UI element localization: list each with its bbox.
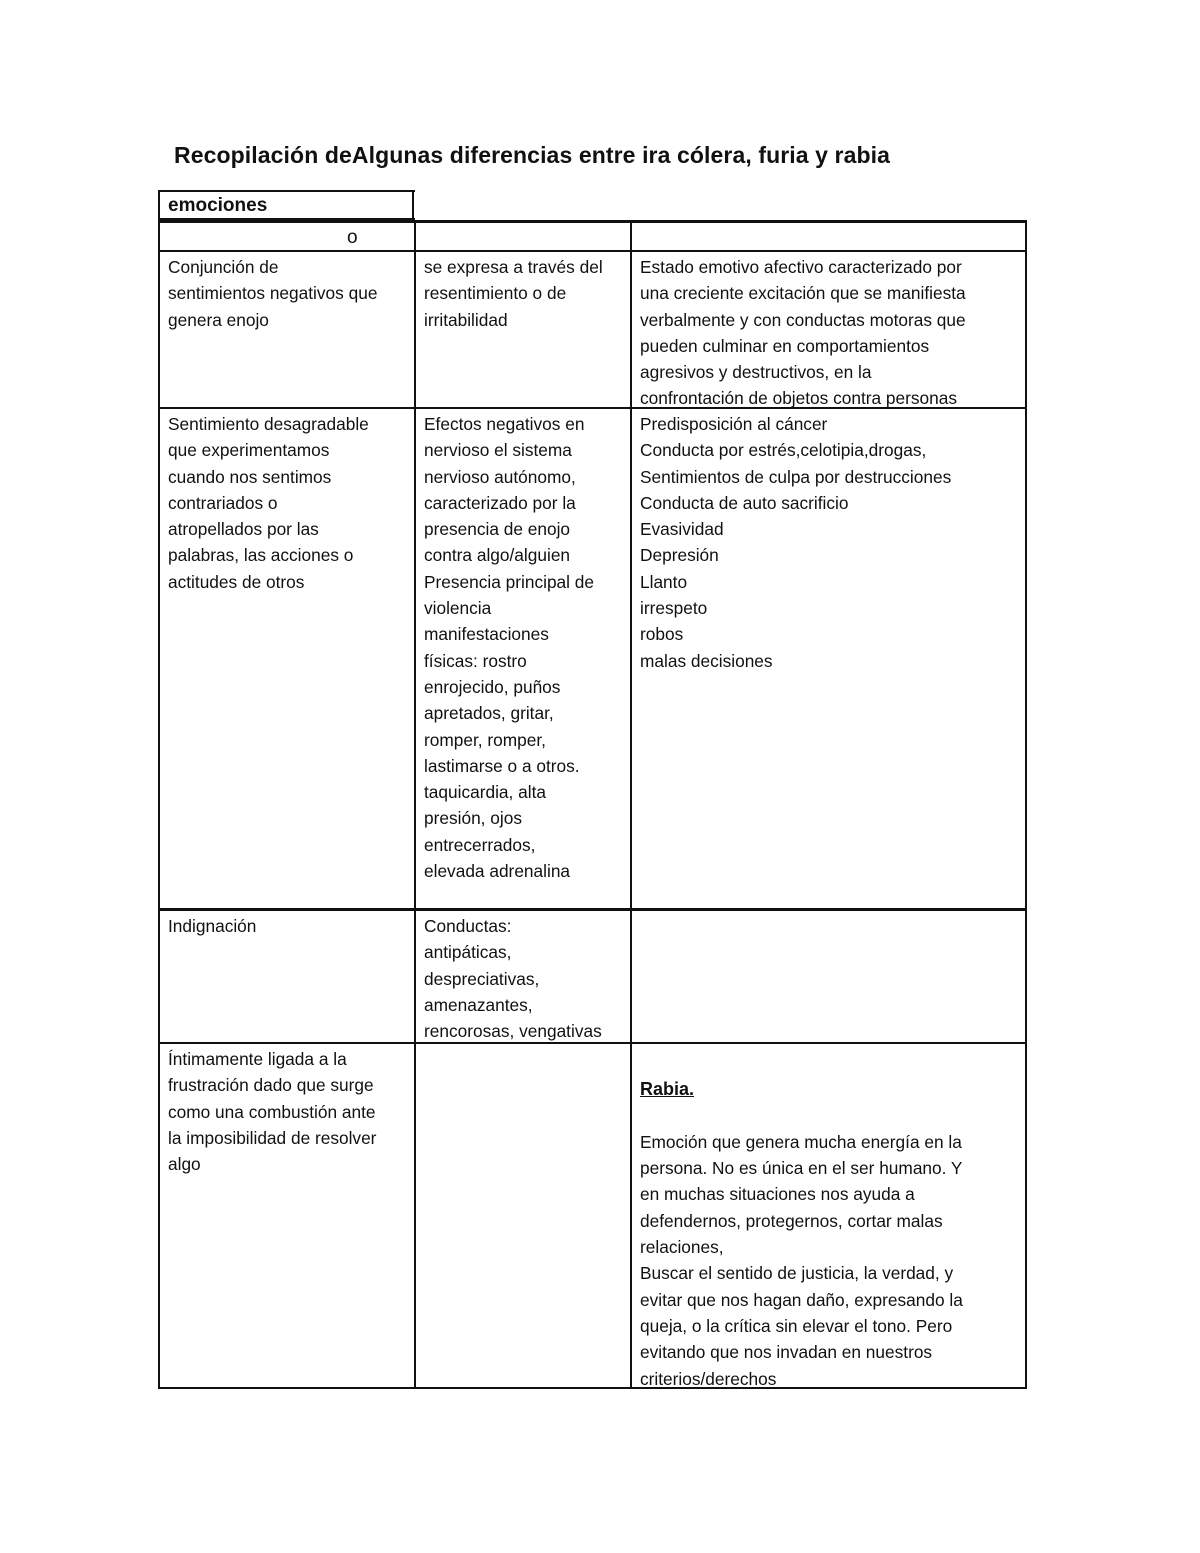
row4-ira-cell: Íntimamente ligada a la frustración dado que surge como una combustión ante la imposibilidad de resolver algo bbox=[168, 1049, 377, 1175]
table-header-row bbox=[158, 220, 1027, 252]
rabia-heading: Rabia. bbox=[640, 1079, 695, 1100]
table-row bbox=[158, 409, 1027, 911]
header-ira-extra: o bbox=[347, 227, 358, 248]
table-row bbox=[158, 252, 1027, 409]
rabia-text: Emoción que genera mucha energía en la persona. No es única en el ser humano. Y en muchas situaciones nos ayuda a defendernos, protegernos, cortar malas relaciones, Buscar el sentido de justicia, la verdad, y evitar que nos hagan daño, expresando la queja, o la crítica sin elevar el tono. Pero evitando que nos invadan en nuestros criterios/derechos bbox=[640, 1131, 963, 1387]
row2-furia-cell: Efectos negativos en nervioso el sistema nervioso autónomo, caracterizado por la presencia de enojo contra algo/alguien Presencia principal de violencia manifestaciones físicas: rostro enrojecido, puños apretados, gritar, romper, romper, lastimarse o a otros. taquicardia, alta presión, ojos entrecerrados, elevada adrenalina bbox=[414, 409, 630, 908]
row4-colera-cell bbox=[630, 1044, 1025, 1387]
header-ira bbox=[160, 223, 414, 250]
table-row bbox=[158, 1044, 1027, 1389]
page-title: Recopilación deAlgunas diferencias entre ira cólera, furia y rabia bbox=[174, 142, 891, 168]
table-row bbox=[158, 911, 1027, 1044]
header-colera bbox=[630, 223, 1025, 250]
emotions-table bbox=[158, 190, 1027, 1389]
group-header-label: emociones bbox=[168, 195, 268, 216]
row1-ira-cell: Conjunción de sentimientos negativos que genera enojo bbox=[168, 257, 378, 330]
row1-colera-cell: Estado emotivo afectivo caracterizado por una creciente excitación que se manifiesta verbalmente y con conductas motoras que pueden culminar en comportamientos agresivos y destructivos, en la confrontación de objetos contra personas bbox=[630, 252, 1025, 407]
row2-ira-cell: Sentimiento desagradable que experimentamos cuando nos sentimos contrariados o atropellados por las palabras, las acciones o actitudes de otros bbox=[168, 414, 369, 592]
row3-furia-cell: Conductas: antipáticas, despreciativas, amenazantes, rencorosas, vengativas bbox=[414, 911, 630, 1042]
row1-furia-cell: se expresa a través del resentimiento o de irritabilidad bbox=[414, 252, 630, 407]
header-furia bbox=[414, 223, 630, 250]
row2-colera-cell: Predisposición al cáncer Conducta por estrés,celotipia,drogas, Sentimientos de culpa por destrucciones Conducta de auto sacrificio Evasividad Depresión Llanto irrespeto robos malas decisiones bbox=[630, 409, 1025, 908]
row3-colera-cell bbox=[630, 911, 1025, 1042]
row3-ira-cell: Indignación bbox=[168, 916, 257, 936]
group-header-cell bbox=[158, 190, 415, 220]
row4-furia-cell bbox=[414, 1044, 630, 1387]
